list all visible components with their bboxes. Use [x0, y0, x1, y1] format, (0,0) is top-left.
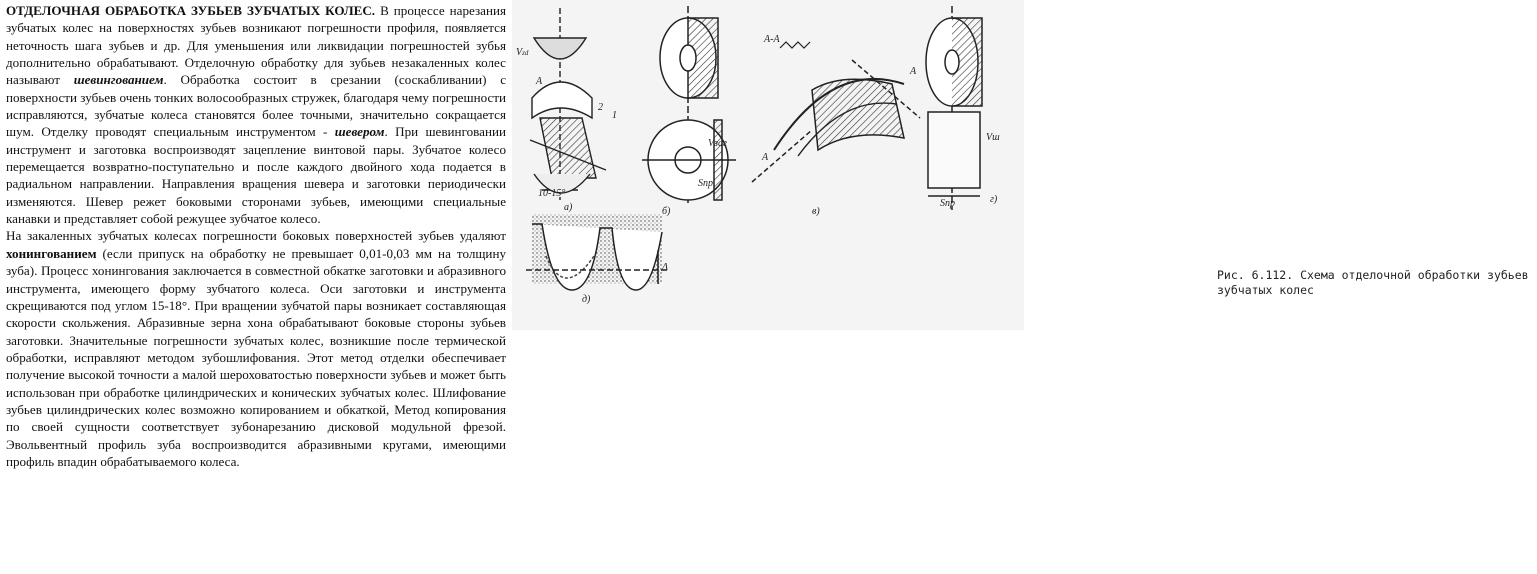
diagram-d-tooth-profile — [526, 214, 670, 305]
paragraph-honing — [6, 227, 506, 470]
caption-line-2: зубчатых колес — [1217, 283, 1314, 297]
text-segment: В процессе нарезания зубчатых колес на поверхностях зубьев возникают погрешности профиля, появляется неточность шага зубьев и др. Для уменьшения или ликвидации погрешностей зубья дополнительно обрабатывают. Отделочную обработку для зубьев незакаленных колес называют — [6, 3, 506, 88]
text-segment: . При шевинговании инструмент и заготовка воспроизводят зацепление винтовой пары. Зубчатое колесо перемещается возвратно-поступательно и после каждого двойного хода подается в радиальном направлении. Направления вращения шевера и заготовки периодически изменяются. Шевер режет боковыми сторонами зубьев, имеющими специальные канавки и представляет собой режущее зубчатое колесо. — [6, 124, 506, 227]
svg-text:1: 1 — [612, 110, 617, 121]
label-g-pr: Sпр — [940, 198, 955, 209]
diagram-a-shaving — [516, 8, 617, 213]
label-b-pr: Sпр — [698, 178, 713, 189]
diagram-v-honing — [752, 34, 920, 217]
diagram-g-grinding — [926, 6, 1000, 210]
figure-caption — [1217, 268, 1537, 298]
text-segment: На закаленных зубчатых колесах погрешности боковых поверхностей зубьев удаляют — [6, 228, 506, 244]
label-section: А-А — [764, 34, 780, 45]
term-honing: хонингованием — [6, 245, 97, 261]
term-shaver: шевером — [334, 124, 385, 140]
text-segment: . Обработка состоит в срезании (соскабливании) с поверхности зубьев очень тонких волосообразных стружек, благодаря чему погрешности исправляются, зубчатые колеса становятся более точными, значительно сокращается шум. Отделку проводят специальным инструментом - — [6, 72, 507, 140]
article-text — [6, 2, 506, 470]
label-a: а) — [564, 202, 573, 213]
label-v: в) — [812, 206, 820, 217]
caption-line-1: Рис. 6.112. Схема отделочной обработки зубьев — [1217, 268, 1529, 282]
figure-drawings — [512, 0, 1024, 330]
label-v-A: А — [910, 66, 917, 77]
svg-text:A: A — [762, 152, 769, 163]
svg-text:Vzd: Vzd — [516, 47, 529, 58]
label-b: б) — [662, 206, 671, 217]
gear-finishing-figure — [512, 0, 1529, 330]
label-g: г) — [990, 194, 998, 205]
label-angle: 10-15° — [538, 188, 566, 199]
article-title: ОТДЕЛОЧНАЯ ОБРАБОТКА ЗУБЬЕВ ЗУБЧАТЫХ КОЛЕС. — [6, 3, 376, 18]
svg-text:Δ: Δ — [662, 262, 668, 273]
label-b-vzag: Vзаг — [708, 138, 727, 149]
diagram-b-gear — [642, 6, 736, 217]
term-shaving: шевингованием — [73, 72, 164, 88]
svg-text:2: 2 — [598, 102, 603, 113]
paragraph-shaving — [6, 2, 506, 227]
svg-text:A: A — [536, 76, 543, 87]
text-segment: (если припуск на обработку не превышает 0,01-0,03 мм на толщину зуба). Процесс хонингования заключается в совместной обкатке заготовки и абразивного инструмента, имеющего форму зубчатого колеса. Оси заготовки и инструмента скрещиваются под углом 15-18°. При вращении зубчатой пары возникает составляющая скорости скольжения. Абразивные зерна хона обрабатывают боковые стороны зубьев заготовки. Значительные погрешности зубчатых колес, возникшие после термической обработки, исправляют методом зубошлифования. Этот метод отделки обеспечивает получение высокой точности а малой шероховатостью поверхности зубьев и может быть использован при обработке цилиндрических и конических зубчатых колес. Шлифование зубьев цилиндрических колес возможно копированием и обкаткой, Метод копирования по своей сущности соответствует зубонарезанию дисковой модульной фрезой. Эвольвентный профиль зуба воспроизводится абразивными кругами, имеющими профиль впадин обрабатываемого колеса. — [6, 245, 506, 469]
label-g-vsh: Vш — [986, 132, 1000, 143]
label-d: д) — [582, 294, 591, 305]
